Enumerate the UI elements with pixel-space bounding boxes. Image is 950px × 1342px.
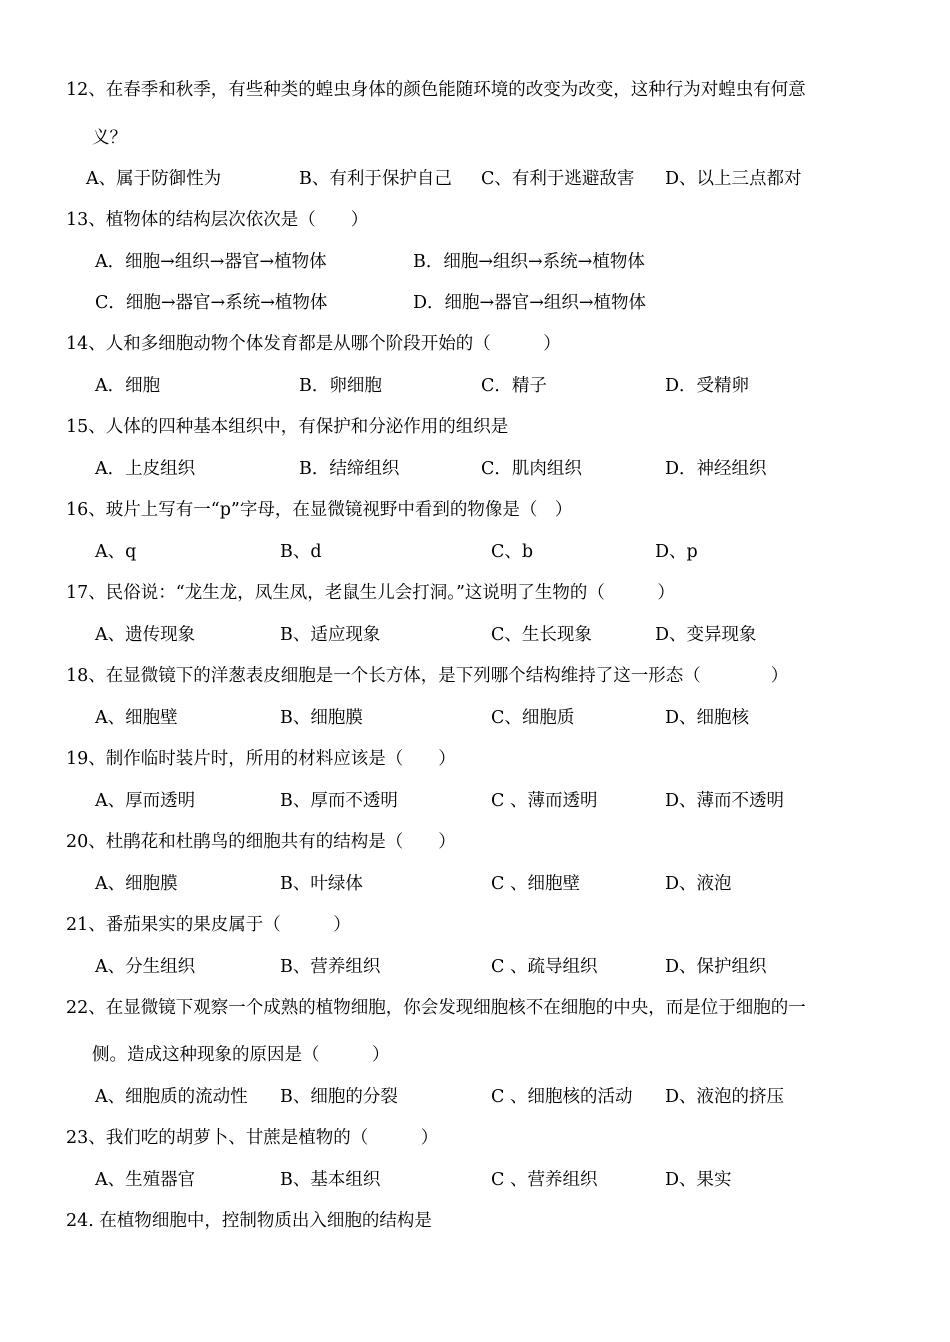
question-22-stem-line-1: 22、在显微镜下观察一个成熟的植物细胞，你会发现细胞核不在细胞的中央，而是位于细胞的一 (66, 998, 806, 1018)
question-22-option-b: B、细胞的分裂 (280, 1087, 398, 1107)
question-22-option-d: D、液泡的挤压 (665, 1087, 785, 1107)
question-13-option-a: A．细胞→组织→器官→植物体 (95, 252, 327, 272)
question-19-stem: 19、制作临时装片时，所用的材料应该是（ ） (66, 749, 456, 769)
question-14-option-d: D．受精卵 (665, 376, 750, 396)
question-20-option-a: A、细胞膜 (95, 874, 178, 894)
question-13-option-d: D．细胞→器官→组织→植物体 (413, 293, 647, 313)
question-15-option-a: A．上皮组织 (95, 459, 196, 479)
question-18-option-b: B、细胞膜 (280, 708, 363, 728)
question-16-option-a: A、q (95, 542, 137, 562)
question-19-option-c: C 、薄而透明 (491, 791, 598, 811)
question-19-option-b: B、厚而不透明 (280, 791, 398, 811)
question-24-stem: 24. 在植物细胞中，控制物质出入细胞的结构是 (66, 1211, 432, 1231)
question-21-option-c: C 、疏导组织 (491, 957, 598, 977)
question-15-option-b: B．结缔组织 (299, 459, 400, 479)
question-16-option-b: B、d (280, 542, 322, 562)
question-18-option-d: D、细胞核 (665, 708, 750, 728)
question-20-option-c: C 、细胞壁 (491, 874, 580, 894)
question-23-option-c: C 、营养组织 (491, 1170, 598, 1190)
question-23-option-b: B、基本组织 (280, 1170, 381, 1190)
question-18-stem: 18、在显微镜下的洋葱表皮细胞是一个长方体，是下列哪个结构维持了这一形态（ ） (66, 666, 789, 686)
question-14-option-b: B．卵细胞 (299, 376, 382, 396)
question-17-option-b: B、适应现象 (280, 625, 381, 645)
question-21-option-b: B、营养组织 (280, 957, 381, 977)
question-20-option-b: B、叶绿体 (280, 874, 363, 894)
question-15-stem: 15、人体的四种基本组织中，有保护和分泌作用的组织是 (66, 417, 509, 437)
question-23-option-d: D、果实 (665, 1170, 732, 1190)
question-13-option-b: B．细胞→组织→系统→植物体 (413, 252, 645, 272)
question-15-option-d: D．神经组织 (665, 459, 767, 479)
question-20-stem: 20、杜鹃花和杜鹃鸟的细胞共有的结构是（ ） (66, 832, 456, 852)
question-17-option-a: A、遗传现象 (95, 625, 196, 645)
question-12-option-d: D、以上三点都对 (665, 169, 802, 189)
question-13-option-c: C．细胞→器官→系统→植物体 (95, 293, 328, 313)
question-17-option-d: D、变异现象 (655, 625, 757, 645)
question-18-option-c: C、细胞质 (491, 708, 575, 728)
question-12-option-a: A、属于防御性为 (86, 169, 222, 189)
question-23-option-a: A、生殖器官 (95, 1170, 196, 1190)
question-21-option-d: D、保护组织 (665, 957, 767, 977)
question-15-option-c: C．肌肉组织 (481, 459, 582, 479)
question-16-option-d: D、p (655, 542, 698, 562)
question-18-option-a: A、细胞壁 (95, 708, 178, 728)
question-16-option-c: C、b (491, 542, 534, 562)
question-23-stem: 23、我们吃的胡萝卜、甘蔗是植物的（ ） (66, 1128, 439, 1148)
question-14-option-c: C．精子 (481, 376, 547, 396)
question-12-option-c: C、有利于逃避敌害 (481, 169, 635, 189)
question-22-option-a: A、细胞质的流动性 (95, 1087, 248, 1107)
question-14-stem: 14、人和多细胞动物个体发育都是从哪个阶段开始的（ ） (66, 334, 561, 354)
question-12-stem-line-2: 义？ (92, 128, 127, 148)
question-22-option-c: C 、细胞核的活动 (491, 1087, 633, 1107)
question-21-stem: 21、番茄果实的果皮属于（ ） (66, 915, 351, 935)
question-12-stem-line-1: 12、在春季和秋季，有些种类的蝗虫身体的颜色能随环境的改变为改变，这种行为对蝗虫有何意 (66, 80, 806, 100)
question-22-stem-line-2: 侧。造成这种现象的原因是（ ） (92, 1045, 390, 1065)
question-19-option-a: A、厚而透明 (95, 791, 196, 811)
question-14-option-a: A．细胞 (95, 376, 161, 396)
question-17-option-c: C、生长现象 (491, 625, 592, 645)
question-20-option-d: D、液泡 (665, 874, 732, 894)
question-13-stem: 13、植物体的结构层次依次是（ ） (66, 210, 369, 230)
question-19-option-d: D、薄而不透明 (665, 791, 785, 811)
question-16-stem: 16、玻片上写有一“p”字母，在显微镜视野中看到的物像是（ ） (66, 500, 573, 520)
question-12-option-b: B、有利于保护自己 (299, 169, 452, 189)
question-21-option-a: A、分生组织 (95, 957, 196, 977)
question-17-stem: 17、民俗说：“龙生龙，凤生凤，老鼠生儿会打洞。”这说明了生物的（ ） (66, 583, 675, 603)
